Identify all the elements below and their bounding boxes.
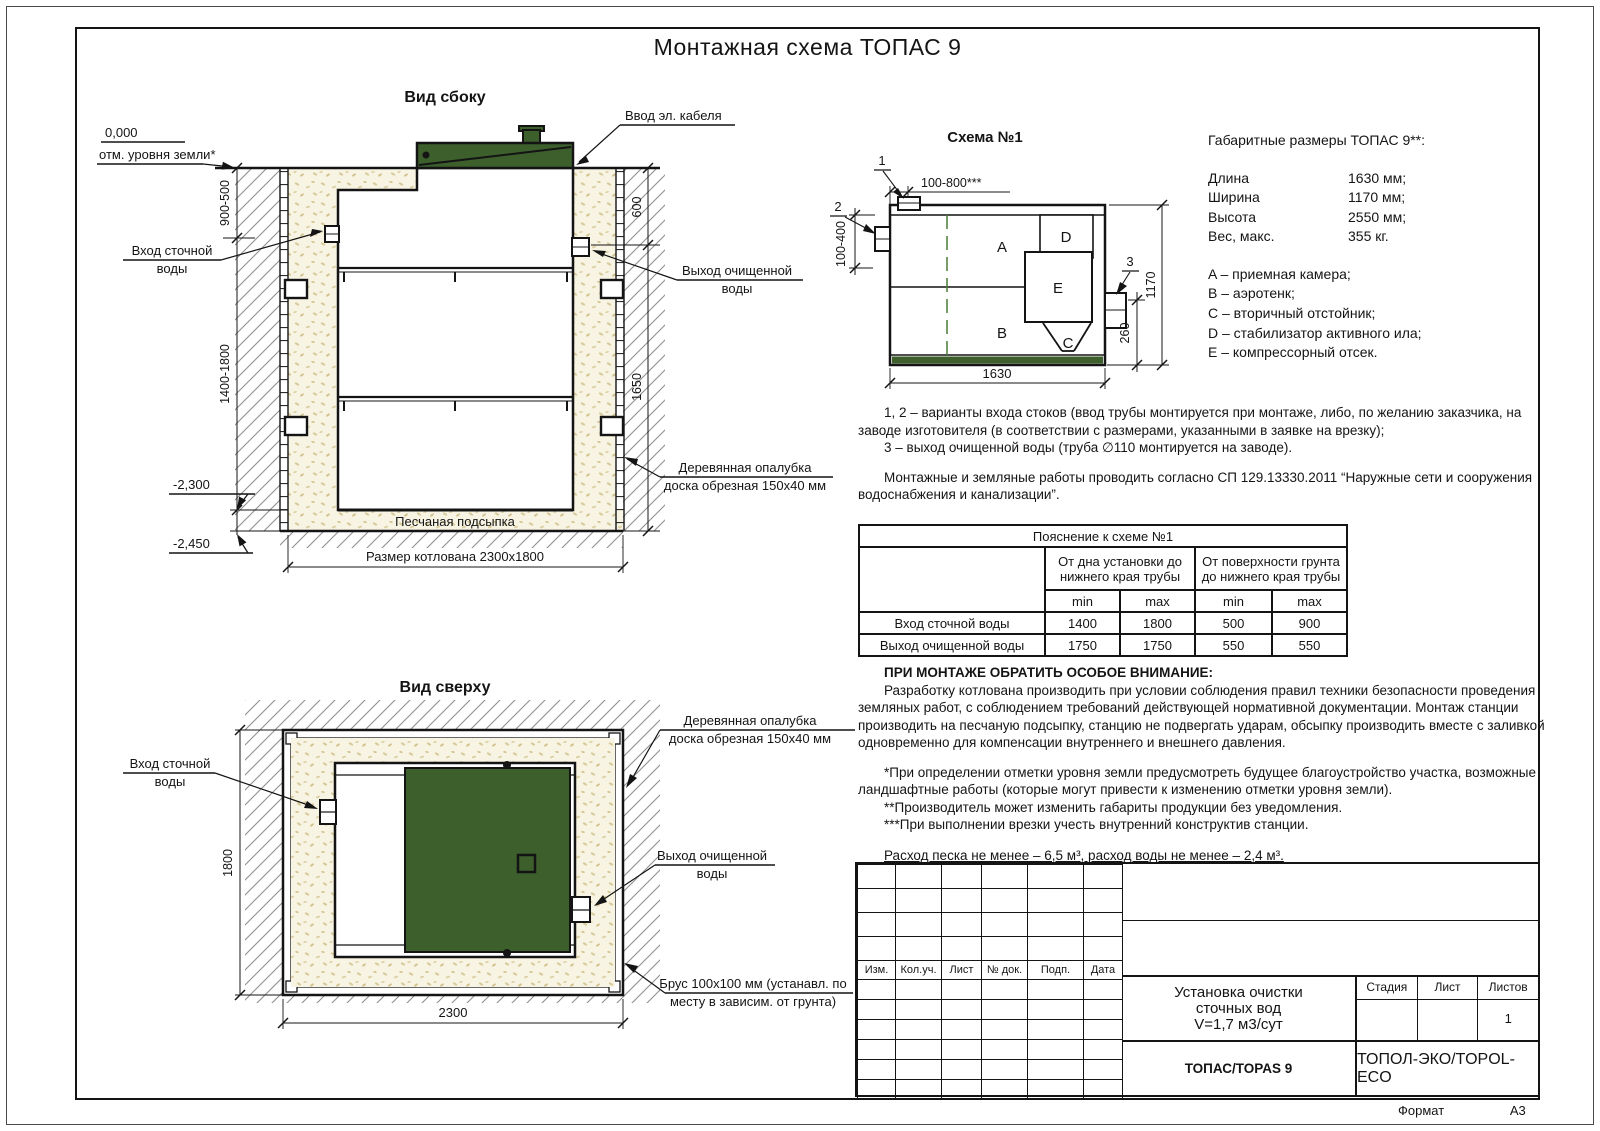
attention-paragraph: Разработку котлована производить при условии соблюдения правил техники безопасности проведения земляных работ, с соблюдением требований действующей нормативной документации. Монтаж станции производить на песчаную подсыпку, станцию не подвергать ударам, обсыпку производить вместе с заливкой одновременно для компенсации внутреннего и внешнего давления. <box>858 682 1545 750</box>
dim-1630 <box>885 366 1110 389</box>
zero-level-callout <box>97 125 236 172</box>
legend-item: A – приемная камера; <box>1208 265 1351 282</box>
top-view-title: Вид сверху <box>399 679 491 696</box>
note-outlet: 3 – выход очищенной воды (труба ∅110 монтируется на заводе). <box>884 440 1293 455</box>
stage-value <box>1357 1000 1418 1040</box>
notes-block <box>858 404 1558 504</box>
brus-label-2: месту в зависим. от грунта) <box>669 994 837 1009</box>
zero-sub-label: отм. уровня земли* <box>99 147 216 162</box>
table-min-header: min <box>1045 590 1120 612</box>
spec-label: Ширина <box>1208 189 1260 205</box>
row-value: 1750 <box>1045 634 1120 656</box>
footnote-3: ***При выполнении врезки учесть внутренний конструктив станции. <box>884 817 1309 832</box>
product-name: ТОПАС/TOPAS 9 <box>1122 1042 1357 1095</box>
table-row <box>859 612 1347 634</box>
inlet-label-2: воды <box>154 774 186 789</box>
brus-block <box>285 417 307 435</box>
spec-value: 1170 мм; <box>1348 189 1406 205</box>
note-variants: 1, 2 – варианты входа стоков (ввод трубы монтируется при монтаже, либо, по желанию заказчика, на заводе изготовителя (в соответствии с размерами, указанными в заявке на врезку); <box>858 405 1522 438</box>
table-col-group-1: От дна установки до нижнего края трубы <box>1045 547 1195 590</box>
footnote-2: **Производитель может изменить габариты продукции без уведомления. <box>884 799 1343 815</box>
brus-label-1: Брус 100х100 мм (устанавл. по <box>659 976 847 991</box>
format-value: А3 <box>1509 1103 1526 1118</box>
outlet-label-2: воды <box>721 281 753 296</box>
formwork-callout <box>626 713 855 788</box>
spec-value: 1630 мм; <box>1348 169 1407 186</box>
cable-label: Ввод эл. кабеля <box>625 108 722 123</box>
consumption-text: Расход песка не менее – 6,5 м³, расход воды не менее – 2,4 м³. <box>884 847 1284 863</box>
stamp-right <box>1122 864 1538 1095</box>
chamber-A: A <box>996 239 1008 256</box>
legend-item: B – аэротенк; <box>1208 285 1295 302</box>
spec-row <box>1208 208 1425 228</box>
table-min-header: min <box>1195 590 1272 612</box>
stage-sheet-values <box>1357 1000 1538 1040</box>
col-list: Лист <box>942 961 982 980</box>
row-value: 1800 <box>1120 612 1195 634</box>
stamp-empty-band-2 <box>1122 921 1538 977</box>
dim-1170 <box>1109 200 1169 370</box>
table-row <box>859 634 1347 656</box>
dim-1800: 1800 <box>221 849 235 877</box>
level-2450-label: -2,450 <box>173 536 210 551</box>
side-view-drawing <box>85 80 865 660</box>
revision-grid <box>857 864 1123 1100</box>
dim-2300: 2300 <box>438 1005 468 1020</box>
dim-100-800-label: 100-800*** <box>921 176 982 190</box>
schema-title: Схема №1 <box>947 129 1023 146</box>
cable-callout <box>576 108 735 165</box>
spec-row <box>1208 188 1425 208</box>
inlet-label-1: Вход сточной <box>131 243 213 258</box>
chamber-D: D <box>1060 229 1072 246</box>
row-value: 1400 <box>1045 612 1120 634</box>
table-max-header: max <box>1272 590 1347 612</box>
bottom-green-strip <box>892 357 1103 364</box>
formwork-label-2: доска обрезная 150х40 мм <box>663 478 827 493</box>
spec-row <box>1208 169 1425 189</box>
hinge-dot <box>503 949 511 957</box>
col-data: Дата <box>1084 961 1123 980</box>
table-max-header: max <box>1120 590 1195 612</box>
spec-label: Длина <box>1208 169 1249 186</box>
chamber-legend <box>1208 265 1425 364</box>
tank-lid-top <box>405 768 570 952</box>
stamp-bottom-row <box>1122 1042 1538 1095</box>
marker-3 <box>1116 254 1139 295</box>
col-koluch: Кол.уч. <box>896 961 942 980</box>
level-2300-label: -2,300 <box>173 477 210 492</box>
footnote-1: *При определении отметки уровня земли предусмотреть будущее благоустройство участка, возможные ландшафтные работы (которые могут привести к изменению отметки уровня земли). <box>858 764 1537 797</box>
row-value: 900 <box>1272 612 1347 634</box>
dim-1630-label: 1630 <box>982 366 1012 381</box>
chamber-C: C <box>1062 335 1074 352</box>
table-col-group-2: От поверхности грунта до нижнего края трубы <box>1195 547 1347 590</box>
inlet-label-1: Вход сточной <box>129 756 211 771</box>
tank-body <box>338 168 573 510</box>
row-value: 550 <box>1272 634 1347 656</box>
hinge-dot <box>503 761 511 769</box>
sheet-value <box>1418 1000 1479 1040</box>
formwork-label-2: доска обрезная 150х40 мм <box>668 731 832 746</box>
dim-900-500: 900-500 <box>218 180 232 226</box>
revision-header-row <box>858 961 1123 980</box>
explanation-table <box>858 524 1348 657</box>
level-2450 <box>169 532 253 553</box>
object-name-line: сточных вод <box>1195 999 1282 1017</box>
outlet-label-1: Выход очищенной <box>681 263 793 278</box>
sheets-header: Листов <box>1488 980 1528 994</box>
title-block <box>855 862 1540 1097</box>
page-title: Монтажная схема ТОПАС 9 <box>653 34 962 60</box>
outlet-label-1: Выход очищенной <box>656 848 768 863</box>
specs-heading: Габаритные размеры ТОПАС 9**: <box>1208 132 1426 148</box>
object-name-line: Установка очистки <box>1174 983 1303 1001</box>
stage-sheet-headers <box>1357 977 1538 1000</box>
brus-block <box>601 280 623 298</box>
table-corner-cell <box>859 547 1045 612</box>
marker-1-label: 1 <box>878 153 886 168</box>
top-view-drawing <box>95 670 855 1070</box>
dim-100-400-label: 100-400 <box>834 221 848 267</box>
attention-block <box>858 664 1564 864</box>
pit-size-label: Размер котлована 2300х1800 <box>365 549 545 564</box>
row-name: Выход очищенной воды <box>859 634 1045 656</box>
side-view-title: Вид сбоку <box>404 89 486 106</box>
spec-label: Высота <box>1208 208 1257 225</box>
row-value: 550 <box>1195 634 1272 656</box>
legend-item: D – стабилизатор активного ила; <box>1208 324 1422 341</box>
spec-label: Вес, макс. <box>1208 228 1275 244</box>
legend-item: E – компрессорный отсек. <box>1208 344 1378 361</box>
format-note <box>1398 1103 1526 1118</box>
zero-mark-label: 0,000 <box>105 125 138 140</box>
company-name: ТОПОЛ-ЭКО/TOPOL-ECO <box>1357 1050 1515 1086</box>
spec-value: 355 кг. <box>1348 228 1389 244</box>
spec-value: 2550 мм; <box>1348 208 1407 225</box>
stamp-main-row <box>1122 977 1538 1042</box>
dim-100-400 <box>834 208 875 275</box>
attention-heading: ПРИ МОНТАЖЕ ОБРАТИТЬ ОСОБОЕ ВНИМАНИЕ: <box>884 665 1214 680</box>
dim-600: 600 <box>630 196 644 218</box>
outlet-label-2: воды <box>696 866 728 881</box>
chamber-B: B <box>996 325 1008 342</box>
chamber-E: E <box>1052 280 1064 297</box>
brus-block <box>601 417 623 435</box>
marker-2-label: 2 <box>834 199 842 214</box>
object-name-cell <box>1122 977 1357 1040</box>
object-name-line: V=1,7 м3/сут <box>1194 1015 1283 1033</box>
col-izm: Изм. <box>858 961 896 980</box>
sheet-header: Лист <box>1418 977 1479 999</box>
spec-row <box>1208 227 1425 247</box>
brus-block <box>285 280 307 298</box>
table-title: Пояснение к схеме №1 <box>859 525 1347 547</box>
sheets-value: 1 <box>1504 1011 1512 1026</box>
marker-3-label: 3 <box>1126 254 1134 269</box>
formwork-label-1: Деревянная опалубка <box>683 713 817 728</box>
sand-bedding-label: Песчаная подсыпка <box>395 514 515 529</box>
row-value: 500 <box>1195 612 1272 634</box>
dim-1170-label: 1170 <box>1144 271 1158 299</box>
specs-block <box>1208 131 1425 363</box>
inlet-label-2: воды <box>156 261 188 276</box>
row-name: Вход сточной воды <box>859 612 1045 634</box>
dim-1400-1800: 1400-1800 <box>218 344 232 404</box>
formwork-label-1: Деревянная опалубка <box>678 460 812 475</box>
schema-drawing <box>825 120 1185 410</box>
row-value: 1750 <box>1120 634 1195 656</box>
tank-outline <box>335 761 575 957</box>
stage-header: Стадия <box>1357 977 1418 999</box>
dim-260-label: 260 <box>1118 322 1132 344</box>
stamp-empty-band-1 <box>1122 864 1538 921</box>
lid-screw <box>423 152 430 159</box>
col-ndok: № док. <box>982 961 1028 980</box>
col-podp: Подп. <box>1028 961 1084 980</box>
legend-item: C – вторичный отстойник; <box>1208 304 1376 321</box>
format-label: Формат <box>1398 1103 1445 1118</box>
stage-sheet-grid <box>1357 977 1538 1040</box>
tank-lid <box>417 126 573 168</box>
dim-1650: 1650 <box>630 373 644 401</box>
note-sp: Монтажные и земляные работы проводить согласно СП 129.13330.2011 “Наружные сети и сооружения водоснабжения и канализации”. <box>858 469 1533 502</box>
